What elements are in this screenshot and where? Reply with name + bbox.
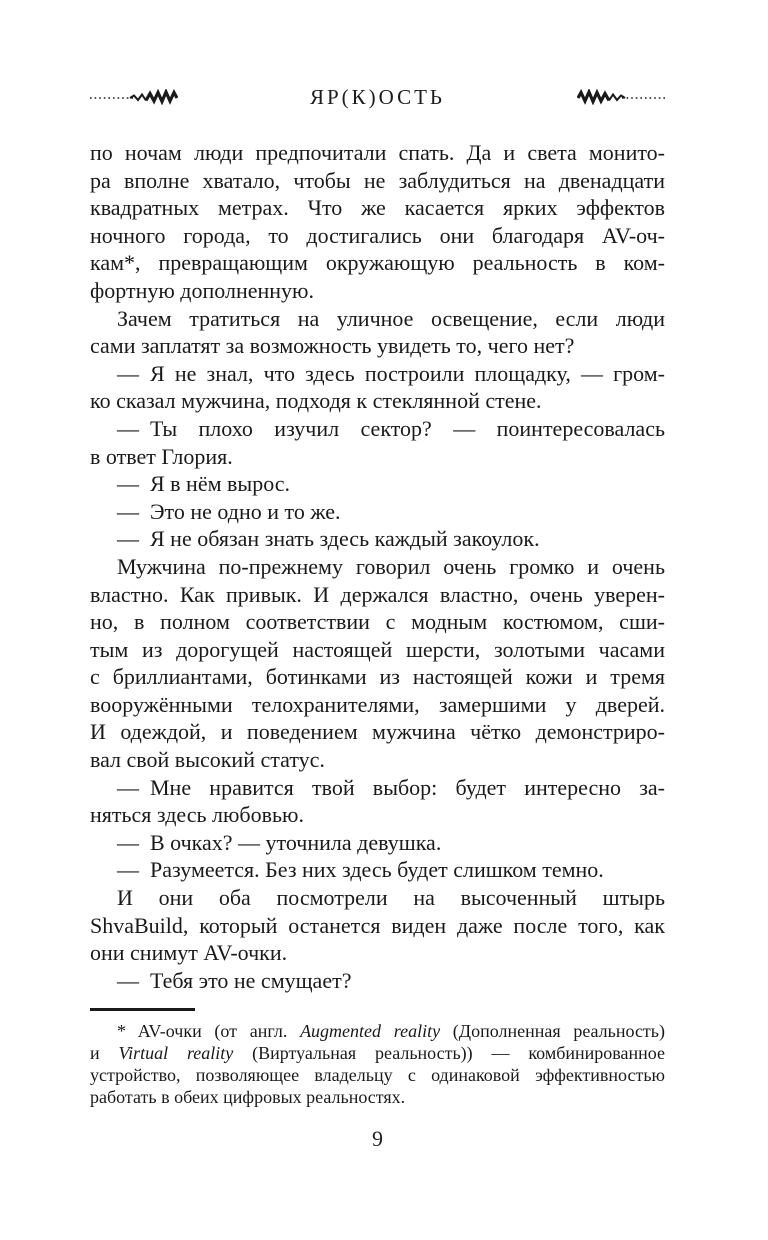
zigzag-ornament-right-icon: [577, 89, 665, 105]
text-line: И одеждой, и поведением мужчина чётко демонстриро-: [90, 719, 665, 745]
text-line: фортную дополненную.: [90, 277, 314, 303]
running-title: ЯР(К)ОСТЬ: [310, 84, 445, 109]
text-line: ShvaBuild, который останется виден даже после того, как: [90, 912, 665, 938]
text-line: с бриллиантами, ботинками из настоящей кожи и тремя: [90, 664, 665, 690]
footnote-segment: и: [90, 1043, 119, 1063]
text-line: вал свой высокий статус.: [90, 747, 325, 773]
text-line: — Я в нём вырос.: [117, 471, 291, 497]
text-line: — Я не знал, что здесь построили площадку, — гром-: [117, 360, 665, 386]
text-line: квадратных метрах. Что же касается ярких эффектов: [90, 195, 665, 221]
text-line: но, в полном соответствии с модным костюмом, сши-: [90, 609, 665, 635]
text-line: по ночам люди предпочитали спать. Да и света монито-: [90, 140, 665, 165]
text-line: И они оба посмотрели на высоченный штырь: [117, 885, 665, 911]
text-line: — Это не одно и то же.: [117, 498, 341, 524]
text-line: ко сказал мужчина, подходя к стеклянной стене.: [90, 388, 542, 414]
footnote-line: [90, 1086, 665, 1108]
text-line: ра вполне хватало, чтобы не заблудиться на двенадцати: [90, 167, 665, 193]
text-line: няться здесь любовью.: [90, 802, 304, 828]
text-line: — Ты плохо изучил сектор? — поинтересовалась: [117, 415, 665, 441]
footnote-line: [90, 1042, 665, 1064]
text-line: в ответ Глория.: [90, 443, 233, 469]
text-line: кам*, превращающим окружающую реальность в ком-: [90, 250, 665, 276]
text-line: — Я не обязан знать здесь каждый закоулок.: [117, 526, 540, 552]
footnote-italic-term: Augmented reality: [300, 1021, 441, 1041]
text-line: ночного города, то достигались они благодаря AV-оч-: [90, 222, 665, 248]
footnote-segment: работать в обеих цифровых реальностях.: [90, 1087, 406, 1107]
footnote-segment: * AV-очки (от англ.: [117, 1021, 301, 1041]
zigzag-ornament-left-icon: [90, 89, 178, 105]
text-line: тым из дорогущей настоящей шерсти, золотыми часами: [90, 636, 665, 662]
footnote-line: [90, 1064, 665, 1086]
text-line: вооружёнными телохранителями, замершими у дверей.: [90, 691, 665, 717]
footnote-separator: [90, 1008, 195, 1011]
footnote-line: [90, 1020, 665, 1042]
text-line: властно. Как привык. И держался властно, очень уверен-: [90, 581, 665, 607]
text-line: Мужчина по-прежнему говорил очень громко и очень: [117, 553, 665, 579]
body-text: [90, 139, 665, 994]
text-line: сами заплатят за возможность увидеть то, чего нет?: [90, 333, 575, 359]
text-line: — Тебя это не смущает?: [117, 967, 352, 993]
page-number: 9: [372, 1126, 383, 1151]
footnote-text: [90, 1020, 665, 1108]
footnote-italic-term: Virtual reality: [118, 1043, 234, 1063]
text-line: Зачем тратиться на уличное освещение, если люди: [117, 305, 665, 331]
text-line: — Мне нравится твой выбор: будет интересно за-: [117, 774, 665, 800]
page-header: [90, 84, 665, 110]
footnote-segment: (Виртуальная реальность)) — комбинированное: [233, 1043, 665, 1063]
text-line: они снимут AV-очки.: [90, 940, 288, 966]
text-line: — В очках? — уточнила девушка.: [117, 829, 442, 855]
text-line: — Разумеется. Без них здесь будет слишком темно.: [117, 857, 604, 883]
footnote-segment: (Дополненная реальность): [440, 1021, 666, 1041]
footnote-segment: устройство, позволяющее владельцу с одинаковой эффективностью: [90, 1065, 665, 1085]
